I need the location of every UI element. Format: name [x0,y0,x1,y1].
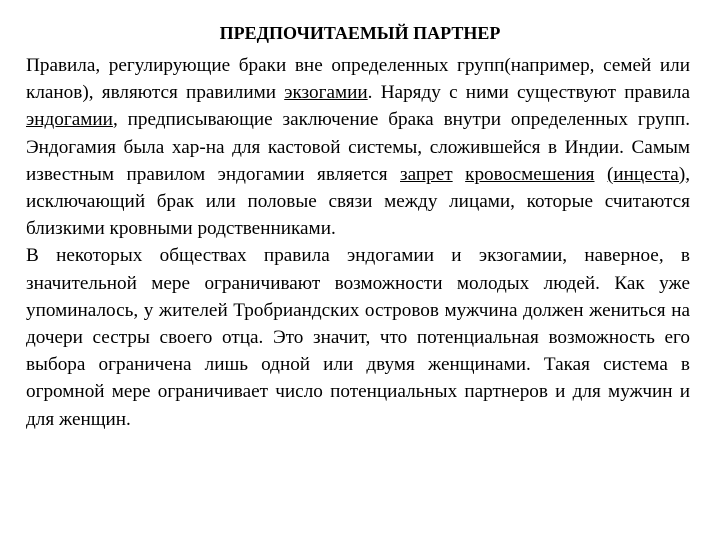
text-segment: Правила, регулирующие браки вне определенных групп(например, семей или кланов), являются правилими [26,55,690,104]
text-segment: , предписывающие заключение брака внутри определенных групп. Эндогамия была хар-на для кастовой системы, сложившейся в Индии. Самым известным правилом эндогамии является [26,109,690,185]
link-incest-word[interactable]: кровосмешения [465,163,595,185]
paragraph-societies: В некоторых обществах правила эндогамии и экзогамии, наверное, в значительной мере ограничивают возможности молодых людей. Как уже упоминалось, у жителей Тробриандских островов мужчина должен жениться на дочери сестры своего отца. Это значит, что потенциальная возможность его выбора ограничена лишь одной или двумя женщинами. Такая система в огромной мере ограничивает число потенциальных партнеров и для мужчин и для женщин. [26,245,690,430]
link-endogamy[interactable]: эндогамии [26,109,113,131]
text-segment [594,164,607,185]
text-segment: , исключающий брак или половые связи между лицами, которые считаются близкими кровными родственниками. [26,163,691,240]
paragraph-rules [26,52,690,242]
body-text [26,52,690,433]
link-incest[interactable]: (инцеста) [606,163,686,185]
text-segment [453,164,466,185]
link-exogamy[interactable]: экзогамии [284,82,368,104]
link-ban[interactable]: запрет [400,163,453,185]
slide-title: ПРЕДПОЧИТАЕМЫЙ ПАРТНЕР [219,23,501,43]
text-segment: . Наряду с ними существуют правила [367,82,690,104]
